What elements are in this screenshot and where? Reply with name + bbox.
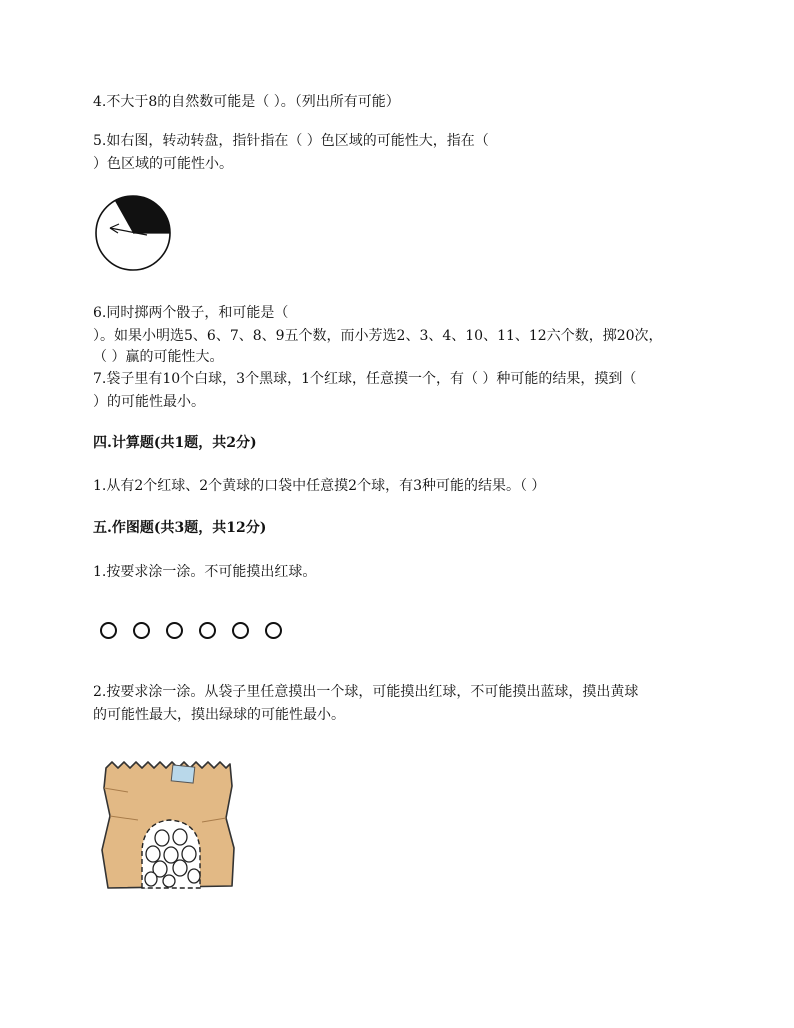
question-7-line-2: ）的可能性最小。 [93, 394, 205, 410]
empty-ball-circle[interactable] [232, 622, 249, 639]
paper-bag-illustration [98, 758, 238, 894]
empty-ball-circle[interactable] [199, 622, 216, 639]
section-4-question-1: 1.从有2个红球、2个黄球的口袋中任意摸2个球，有3种可能的结果。（ ） [93, 478, 546, 494]
question-5-line-1: 5.如右图，转动转盘，指针指在（ ）色区域的可能性大，指在（ [93, 133, 489, 149]
empty-ball-circle[interactable] [265, 622, 282, 639]
section-4-title: 四.计算题(共1题，共2分) [93, 435, 257, 451]
question-7-line-1: 7.袋子里有10个白球，3个黑球，1个红球，任意摸一个，有（ ）种可能的结果，摸到（ [93, 371, 637, 387]
question-6-line-3: （ ）赢的可能性大。 [93, 349, 224, 365]
section-5-question-2-line-2: 的可能性最大，摸出绿球的可能性最小。 [93, 707, 345, 723]
question-5-line-2: ）色区域的可能性小。 [93, 156, 233, 172]
section-5-title: 五.作图题(共3题，共12分) [93, 520, 267, 536]
question-6-line-2: ）。如果小明选5、6、7、8、9五个数，而小芳选2、3、4、10、11、12六个数，掷20次， [93, 328, 663, 344]
section-5-question-1: 1.按要求涂一涂。不可能摸出红球。 [93, 564, 317, 580]
section-5-question-2-line-1: 2.按要求涂一涂。从袋子里任意摸出一个球，可能摸出红球，不可能摸出蓝球，摸出黄球 [93, 684, 639, 700]
empty-ball-circle[interactable] [133, 622, 150, 639]
question-6-line-1: 6.同时掷两个骰子，和可能是（ [93, 305, 289, 321]
empty-ball-row [100, 622, 282, 639]
empty-ball-circle[interactable] [166, 622, 183, 639]
empty-ball-circle[interactable] [100, 622, 117, 639]
spinner-diagram [94, 194, 172, 272]
question-4: 4.不大于8的自然数可能是（ ）。（列出所有可能） [93, 94, 400, 110]
